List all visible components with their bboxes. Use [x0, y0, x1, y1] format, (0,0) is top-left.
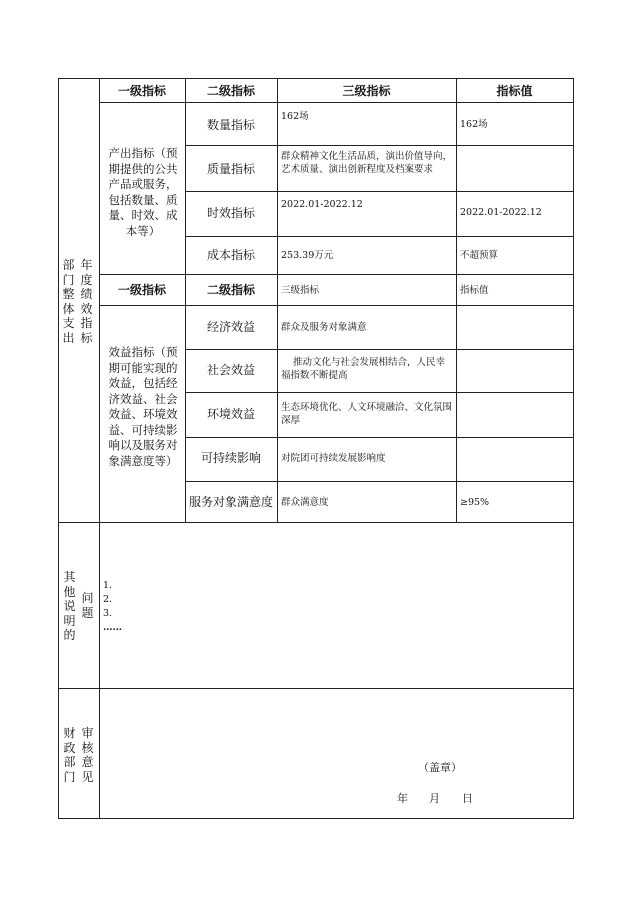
- benefit-level3-environment: 生态环境优化、人文环境融洽、文化氛围深厚: [281, 402, 453, 426]
- benefit-level3-satisfaction: 群众满意度: [281, 497, 329, 508]
- header-level2: 二级指标: [206, 84, 255, 98]
- benefit-level2-sustainable: 可持续影响: [200, 451, 261, 465]
- subheader-level2: 二级指标: [206, 283, 255, 297]
- output-level3-cost: 253.39万元: [281, 250, 334, 261]
- output-value-cost: 不超预算: [460, 250, 499, 261]
- other-notes-item-2: 2.: [103, 594, 113, 605]
- header-level1: 一级指标: [117, 84, 166, 98]
- output-level3-timeliness: 2022.01-2022.12: [281, 199, 363, 210]
- output-value-timeliness: 2022.01-2022.12: [460, 207, 542, 218]
- other-notes-item-1: 1.: [103, 580, 113, 591]
- finance-label-col1: 财政部门: [63, 726, 76, 784]
- output-level2-cost: 成本指标: [206, 248, 255, 262]
- finance-seal: （盖章）: [418, 761, 462, 774]
- finance-date-month: 月: [429, 792, 440, 805]
- other-notes-label-col1: 其他说明的: [63, 570, 76, 642]
- row-label-col2: 年度绩效指标: [80, 258, 93, 345]
- benefit-level2-satisfaction: 服务对象满意度: [188, 495, 273, 509]
- finance-date-day: 日: [462, 792, 473, 805]
- finance-date-year: 年: [397, 792, 408, 805]
- output-level3-quality: 群众精神文化生活品质，演出价值导向，艺术质量、演出创新程度及档案要求: [281, 151, 453, 175]
- subheader-level1: 一级指标: [117, 283, 166, 297]
- benefit-value-satisfaction: ≥95%: [460, 497, 490, 508]
- row-label-col1: 部门整体支出: [62, 258, 75, 345]
- header-value: 指标值: [496, 84, 533, 98]
- benefit-level3-economic: 群众及服务对象满意: [281, 322, 367, 333]
- benefit-level3-social: 推动文化与社会发展相结合，人民幸福指数不断提高: [281, 357, 446, 381]
- finance-label-col2: 审核意见: [81, 726, 94, 784]
- other-notes-label-col2: 问题: [81, 591, 94, 620]
- output-level2-timeliness: 时效指标: [206, 206, 255, 220]
- output-level2-quantity: 数量指标: [206, 118, 255, 132]
- benefit-level2-environment: 环境效益: [206, 407, 255, 421]
- output-level2-quality: 质量指标: [206, 162, 255, 176]
- output-category: 产出指标（预期提供的公共产品或服务，包括数量、质量、时效、成本等）: [108, 146, 178, 238]
- output-level3-quantity: 162场: [281, 111, 309, 122]
- benefit-category: 效益指标（预期可能实现的效益，包括经济效益、社会效益、环境效益、可持续影响以及服务对象满意度等）: [108, 345, 178, 468]
- other-notes-item-3: 3.: [103, 608, 113, 619]
- subheader-value: 指标值: [460, 285, 489, 296]
- header-level3: 三级指标: [342, 84, 391, 98]
- subheader-level3: 三级指标: [281, 285, 320, 296]
- benefit-level2-social: 社会效益: [206, 363, 255, 377]
- benefit-level3-sustainable: 对院团可持续发展影响度: [281, 453, 386, 464]
- benefit-level2-economic: 经济效益: [206, 320, 255, 334]
- other-notes-item-4: ……: [103, 622, 122, 633]
- output-value-quantity: 162场: [460, 119, 488, 130]
